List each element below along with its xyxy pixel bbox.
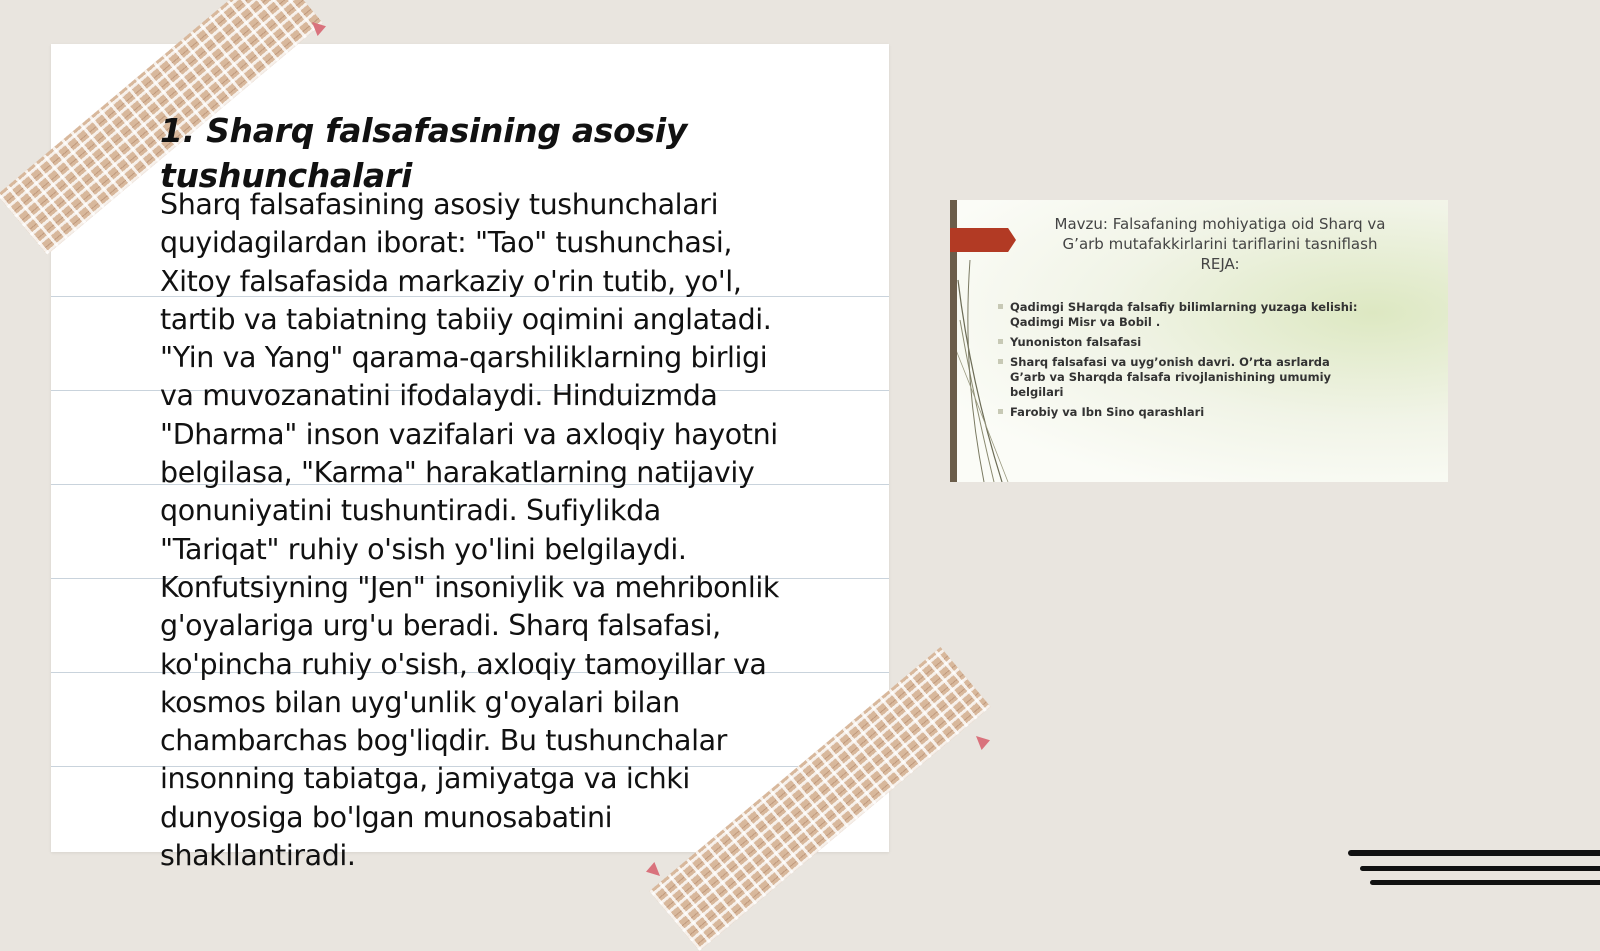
body-line: g'oyalariga urg'u beradi. Sharq falsafasi,	[160, 609, 721, 643]
list-item-line: Yunoniston falsafasi	[1010, 335, 1142, 349]
pin-icon	[976, 736, 990, 750]
list-item-line: Qadimgi SHarqda falsafiy bilimlarning yuzaga kelishi:	[1010, 300, 1358, 314]
body-line: "Yin va Yang" qarama-qarshiliklarning birligi	[160, 341, 768, 375]
body-line: belgilasa, "Karma" harakatlarning natijaviy	[160, 456, 755, 490]
list-item	[998, 405, 1398, 420]
list-item	[998, 355, 1398, 400]
brush-stroke	[1348, 850, 1600, 856]
body-line: tartib va tabiatning tabiiy oqimini anglatadi.	[160, 302, 772, 336]
title-line-1: 1. Sharq falsafasining asosiy	[160, 111, 688, 150]
brush-stroke	[1360, 866, 1600, 871]
body-line: Konfutsiyning "Jen" insoniylik va mehribonlik	[160, 570, 779, 604]
slide-heading	[1020, 214, 1420, 274]
body-line: qonuniyatini tushuntiradi. Sufiylikda	[160, 494, 661, 528]
body-paragraph	[160, 186, 840, 875]
body-line: dunyosiga bo'lgan munosabatini	[160, 800, 613, 834]
slide-heading-line: Mavzu: Falsafaning mohiyatiga oid Sharq va	[1054, 215, 1386, 233]
list-item-line: G’arb va Sharqda falsafa rivojlanishining umumiy	[1010, 370, 1332, 384]
slide-heading-line: G’arb mutafakkirlarini tariflarini tasniflash	[1062, 235, 1378, 253]
brush-stroke	[1370, 880, 1600, 885]
list-item	[998, 300, 1398, 330]
body-line: Sharq falsafasining asosiy tushunchalari	[160, 188, 719, 221]
body-line: "Tariqat" ruhiy o'sish yo'lini belgilaydi.	[160, 532, 687, 566]
body-line: insonning tabiatga, jamiyatga va ichki	[160, 762, 690, 796]
list-item-line: Sharq falsafasi va uyg’onish davri. O’rta asrlarda	[1010, 355, 1330, 369]
body-line: va muvozanatini ifodalaydi. Hinduizmda	[160, 379, 718, 413]
slide-title	[160, 108, 760, 198]
body-line: quyidagilardan iborat: "Tao" tushunchasi,	[160, 226, 733, 260]
slide-plan-list	[998, 300, 1398, 425]
body-line: Xitoy falsafasida markaziy o'rin tutib, yo'l,	[160, 264, 742, 298]
body-line: ko'pincha ruhiy o'sish, axloqiy tamoyillar va	[160, 647, 767, 681]
list-item-line: belgilari	[1010, 385, 1064, 399]
body-line: shakllantiradi.	[160, 839, 356, 873]
title-line-2: tushunchalari	[160, 156, 412, 195]
body-line: chambarchas bog'liqdir. Bu tushunchalar	[160, 724, 727, 758]
list-item-line: Farobiy va Ibn Sino qarashlari	[1010, 405, 1205, 419]
body-line: kosmos bilan uyg'unlik g'oyalari bilan	[160, 685, 680, 719]
embedded-slide-image	[950, 200, 1448, 482]
body-line: "Dharma" inson vazifalari va axloqiy hayotni	[160, 417, 778, 451]
slide-heading-line: REJA:	[1200, 255, 1240, 273]
list-item	[998, 335, 1398, 350]
signpost-flag-icon	[950, 228, 1016, 252]
list-item-line: Qadimgi Misr va Bobil .	[1010, 315, 1161, 329]
